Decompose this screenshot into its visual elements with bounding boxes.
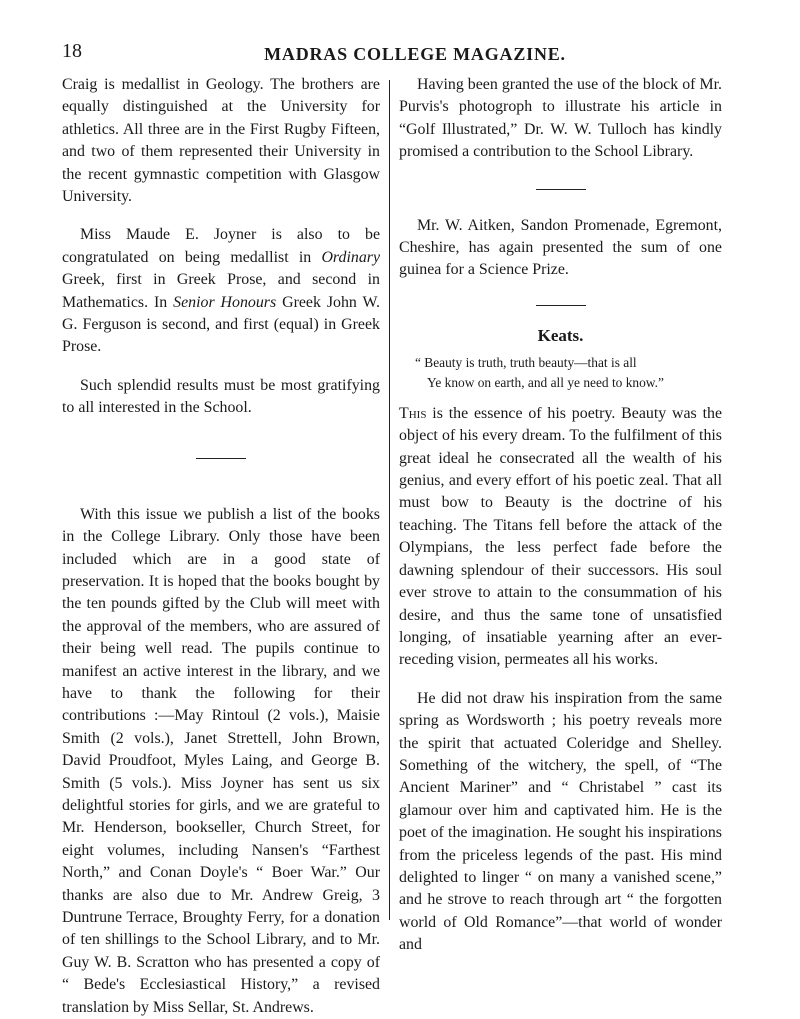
paragraph-keats-essence-text: is the essence of his poetry. Beauty was the object of his every dream. To the fulfilment of this great ideal he consecrated all the wealth of his genius, and every effort of his poetic zeal. That all must bow to Beauty is the doctrine of his teaching. The Titans fell before the attack of the Olympians, the less perfect fade before the dawning splendour of their successors. His soul ever strove to attain to the consummation of his desire, and thus the same tone of unsatisfied longing, of insatiable yearning after an ever-receding vision, permeates all his works. [399, 404, 722, 669]
paragraph-joyner-part1: Miss Maude E. Joyner is also to be congratulated on being medallist in [62, 226, 380, 266]
epigraph-line: “ Beauty is truth, truth beauty—that is all [415, 354, 637, 370]
paragraph-joyner [62, 224, 380, 358]
senior-honours-italic: Senior Honours [173, 293, 277, 311]
running-head: MADRAS COLLEGE MAGAZINE. [264, 44, 566, 64]
ordinary-italic: Ordinary [321, 248, 380, 266]
paragraph-joyner-part3: Greek John W. G. Ferguson is second, and first (equal) in Greek Prose. [62, 293, 381, 356]
drop-word: This [399, 404, 427, 422]
paragraph-keats-essence [399, 403, 722, 672]
paragraph-keats-inspiration: He did not draw his inspiration from the same spring as Wordsworth ; his poetry reveals more the spirit that actuated Coleridge and Shelley. Something of the witchery, the spell, of “The Ancient Mariner” and “ Christabel ” cast its glamour over him and captivated him. He is the poet of the imagination. He sought his inspirations from the priceless legends of the past. His mind delighted to linger “ on many a vanished scene,” and he strove to reach through art “ the forgotten world of Old Romance”—that world of wonder and [399, 689, 722, 954]
paragraph-library: With this issue we publish a list of the books in the College Library. Only those have been included which are in a good state of preservation. It is hoped that the books bought by the ten pounds gifted by the Club will meet with the approval of the members, who are assured of their being well read. The pupils continue to manifest an active interest in the library, and we have to thank the following for their contributions :—May Rintoul (2 vols.), Maisie Smith (2 vols.), Janet Strettell, John Brown, David Proudfoot, Myles Laing, and George B. Smith (5 vols.). Miss Joyner has sent us six delightful stories for girls, and we are grateful to Mr. Henderson, bookseller, Church Street, for eight volumes, including Nansen's “Farthest North,” and Conan Doyle's “ Boer War.” Our thanks are also due to Mr. Andrew Greig, 3 Duntrune Terrace, Broughty Ferry, for a donation of ten shillings to the School Library, and to Mr. Guy W. B. Scratton who has presented a copy of “ Bede's Ecclesiastical History,” a revised translation by Miss Sellar, St. Andrews. [62, 505, 380, 1016]
page-number: 18 [62, 40, 82, 62]
column-divider [389, 80, 390, 920]
epigraph-line: Ye know on earth, and all ye need to know.” [427, 374, 664, 390]
section-rule [536, 305, 586, 306]
paragraph-joyner-part2: Greek, first in Greek Prose, and second in Mathematics. In [62, 271, 380, 311]
paragraph-university-honours: Craig is medallist in Geology. The brothers are equally distinguished at the University for athletics. All three are in the First Rugby Fifteen, and two of them represented their University in the recent gymnastic competition with Glasgow University. [62, 76, 380, 206]
epigraph [399, 353, 722, 393]
paragraph-golf-illustrated: Having been granted the use of the block of Mr. Purvis's photogroph to illustrate his article in “Golf Illustrated,” Dr. W. W. Tulloch has kindly promised a contribution to the School Library. [399, 76, 722, 161]
section-title-keats: Keats. [537, 325, 584, 345]
section-rule [196, 458, 246, 459]
right-column [399, 74, 722, 957]
paragraph-science-prize: Mr. W. Aitken, Sandon Promenade, Egremont, Cheshire, has again presented the sum of one guinea for a Science Prize. [399, 216, 722, 279]
section-rule [536, 189, 586, 190]
left-column [62, 74, 380, 1019]
paragraph-results: Such splendid results must be most gratifying to all interested in the School. [62, 376, 380, 417]
